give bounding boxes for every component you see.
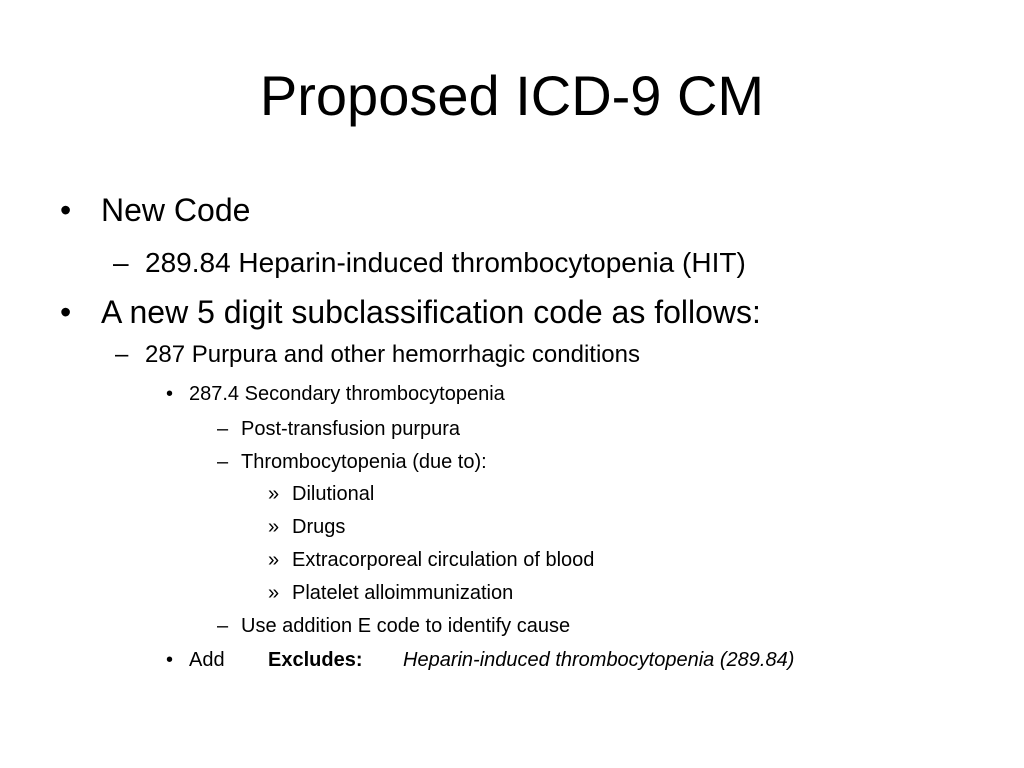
dash-marker: –: [115, 341, 129, 368]
item-e-code: Use addition E code to identify cause: [241, 615, 571, 637]
item-add: Add: [189, 649, 225, 671]
raquo-marker: »: [268, 516, 280, 538]
item-secondary-thrombocytopenia: 287.4 Secondary thrombocytopenia: [189, 383, 505, 405]
item-hit-code: 289.84 Heparin-induced thrombocytopenia (HIT): [145, 247, 746, 278]
bullet-marker: •: [166, 649, 174, 671]
bullet-marker: •: [166, 383, 174, 405]
slide-title: Proposed ICD-9 CM: [259, 64, 765, 127]
raquo-marker: »: [268, 483, 280, 505]
item-drugs: Drugs: [292, 516, 346, 538]
item-purpura: 287 Purpura and other hemorrhagic conditions: [145, 341, 640, 368]
dash-marker: –: [217, 418, 229, 440]
item-platelet-alloimmunization: Platelet alloimmunization: [292, 582, 514, 604]
item-excludes-text: Heparin-induced thrombocytopenia (289.84): [403, 649, 795, 671]
item-dilutional: Dilutional: [292, 483, 375, 505]
item-post-transfusion: Post-transfusion purpura: [241, 418, 461, 440]
dash-marker: –: [217, 615, 229, 637]
item-due-to: Thrombocytopenia (due to):: [241, 451, 487, 473]
bullet-marker: •: [60, 294, 72, 330]
raquo-marker: »: [268, 582, 280, 604]
item-new-code: New Code: [101, 192, 251, 228]
raquo-marker: »: [268, 549, 280, 571]
item-extracorporeal: Extracorporeal circulation of blood: [292, 549, 595, 571]
item-excludes-label: Excludes:: [268, 649, 363, 671]
dash-marker: –: [113, 247, 129, 278]
item-subclassification: A new 5 digit subclassification code as follows:: [101, 294, 761, 330]
bullet-marker: •: [60, 192, 72, 228]
dash-marker: –: [217, 451, 229, 473]
